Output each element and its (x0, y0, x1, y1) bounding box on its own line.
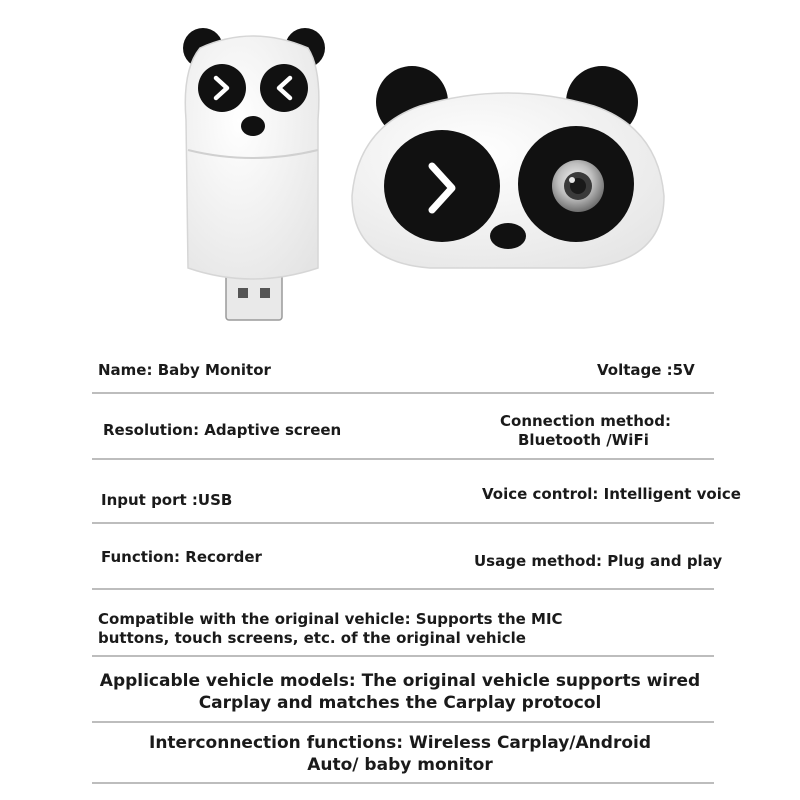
dongle-right-eye (260, 64, 308, 112)
dongle-left-eye (198, 64, 246, 112)
divider (92, 392, 714, 394)
spec-resolution: Resolution: Adaptive screen (103, 421, 342, 439)
divider (92, 782, 714, 784)
divider (92, 721, 714, 723)
spec-interconnection-line1: Interconnection functions: Wireless Carplay/Android (149, 733, 651, 753)
divider (92, 655, 714, 657)
usb-panda-dongle (183, 28, 325, 320)
divider (92, 588, 714, 590)
spec-applicable-line1: Applicable vehicle models: The original vehicle supports wired (99, 671, 701, 691)
spec-name: Name: Baby Monitor (98, 361, 271, 379)
spec-usage-method: Usage method: Plug and play (474, 552, 723, 570)
spec-connection-line2: Bluetooth /WiFi (518, 431, 649, 449)
divider (92, 522, 714, 524)
camera-panda (352, 66, 664, 268)
spec-applicable-line2: Carplay and matches the Carplay protocol (198, 693, 602, 713)
spec-voice-control: Voice control: Intelligent voice (482, 485, 741, 503)
spec-compatible-line1: Compatible with the original vehicle: Supports the MIC (98, 610, 563, 628)
spec-input-port: Input port :USB (101, 491, 233, 509)
spec-function: Function: Recorder (101, 548, 262, 566)
camera-left-eye (384, 130, 500, 242)
dongle-nose (241, 116, 265, 136)
spec-voltage: Voltage :5V (597, 361, 695, 379)
spec-compatible-line2: buttons, touch screens, etc. of the original vehicle (98, 629, 526, 647)
usb-connector (226, 274, 282, 320)
divider (92, 458, 714, 460)
spec-connection-line1: Connection method: (500, 412, 671, 430)
camera-nose (490, 223, 526, 249)
product-illustration (0, 0, 800, 345)
spec-interconnection-line2: Auto/ baby monitor (307, 755, 493, 775)
